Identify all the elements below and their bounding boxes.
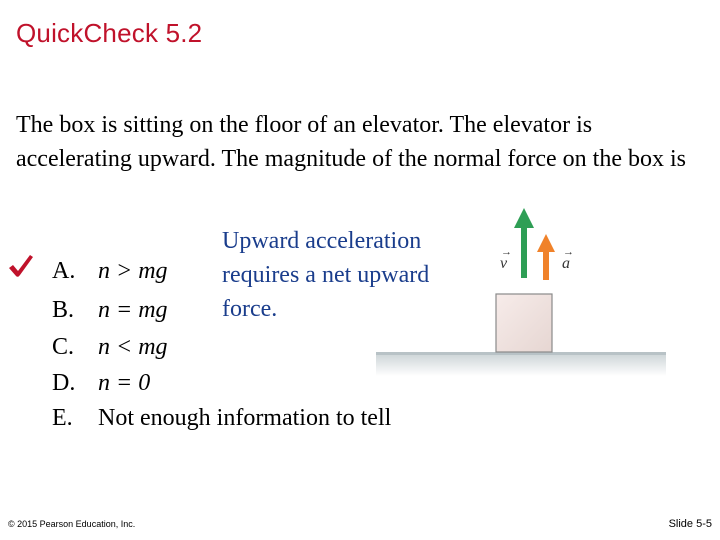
option-text: n < mg xyxy=(98,334,168,360)
elevator-illustration xyxy=(376,200,668,380)
velocity-label: → v xyxy=(500,246,512,272)
option-text: n = 0 xyxy=(98,370,151,396)
copyright-text: © 2015 Pearson Education, Inc. xyxy=(8,519,136,529)
checkmark-icon xyxy=(6,252,36,282)
option-letter: B. xyxy=(52,297,75,323)
slide-title: QuickCheck 5.2 xyxy=(16,18,203,48)
option-letter: C. xyxy=(52,334,75,360)
explanation-line: requires a net upward xyxy=(222,262,430,288)
elevator-floor xyxy=(376,352,666,376)
option-letter: D. xyxy=(52,370,76,396)
velocity-arrow-icon xyxy=(514,208,534,278)
option-text: n = mg xyxy=(98,297,168,323)
box xyxy=(496,294,552,352)
explanation-line: force. xyxy=(222,296,278,322)
option-letter: A. xyxy=(52,258,76,284)
elevator-figure xyxy=(376,200,668,380)
option-text: Not enough information to tell xyxy=(98,405,392,431)
explanation-line: Upward acceleration xyxy=(222,228,422,254)
acceleration-label: → a xyxy=(562,246,574,272)
acceleration-arrow-icon xyxy=(537,234,555,280)
option-text: n > mg xyxy=(98,258,168,284)
question-text: The box is sitting on the floor of an elevator. The elevator is accelerating upward. The magnitude of the normal force on the box is xyxy=(16,112,686,172)
option-letter: E. xyxy=(52,405,73,431)
slide-number: Slide 5-5 xyxy=(668,518,712,530)
